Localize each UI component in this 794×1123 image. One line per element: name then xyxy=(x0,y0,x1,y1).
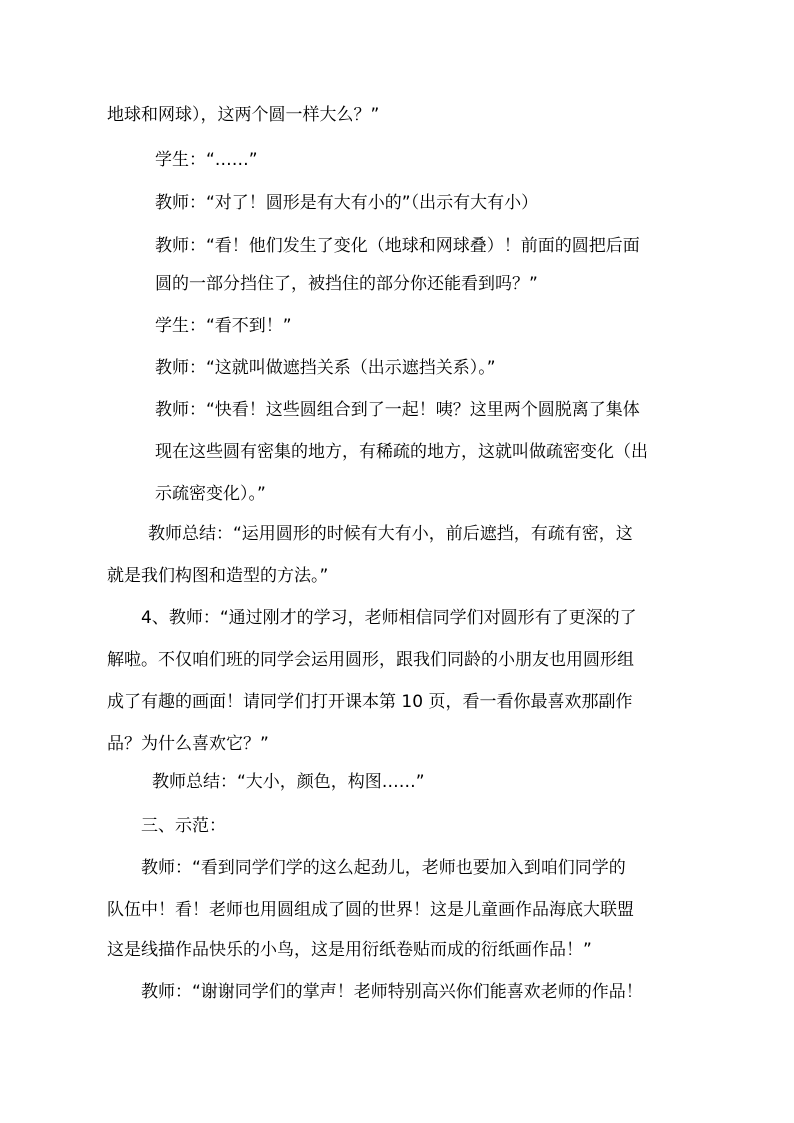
text-line-16: 品？为什么喜欢它？” xyxy=(107,734,269,754)
text-line-15: 成了有趣的画面！请同学们打开课本第 10 页，看一看你最喜欢那副作 xyxy=(107,692,633,712)
text-line-22: 教师：“谢谢同学们的掌声！老师特别高兴你们能喜欢老师的作品！ xyxy=(141,982,643,1002)
text-line-11: 教师总结：“运用圆形的时候有大有小，前后遮挡，有疏有密，这 xyxy=(148,524,633,544)
text-line-12: 就是我们构图和造型的方法。” xyxy=(107,566,329,586)
text-line-18: 三、示范： xyxy=(141,816,226,836)
text-line-3: 教师：“对了！圆形是有大有小的”（出示有大有小） xyxy=(155,193,539,213)
text-line-8: 教师：“快看！这些圆组合到了一起！咦？这里两个圆脱离了集体 xyxy=(155,400,640,420)
text-line-5: 圆的一部分挡住了，被挡住的部分你还能看到吗？” xyxy=(155,274,538,294)
text-line-21: 这是线描作品快乐的小鸟，这是用衍纸卷贴而成的衍纸画作品！” xyxy=(107,940,592,960)
text-line-13: 4、教师：“通过刚才的学习，老师相信同学们对圆形有了更深的了 xyxy=(141,608,637,628)
text-line-4: 教师：“看！他们发生了变化（地球和网球叠）！前面的圆把后面 xyxy=(155,236,640,256)
text-line-19: 教师：“看到同学们学的这么起劲儿，老师也要加入到咱们同学的 xyxy=(141,858,626,878)
text-line-20: 队伍中！看！老师也用圆组成了圆的世界！这是儿童画作品海底大联盟 xyxy=(107,900,634,920)
text-line-9: 现在这些圆有密集的地方，有稀疏的地方，这就叫做疏密变化（出 xyxy=(155,442,648,462)
text-line-7: 教师：“这就叫做遮挡关系（出示遮挡关系）。” xyxy=(155,358,496,378)
text-line-17: 教师总结：“大小，颜色，构图……” xyxy=(152,772,425,792)
text-line-6: 学生：“看不到！” xyxy=(155,316,292,336)
text-line-14: 解啦。不仅咱们班的同学会运用圆形，跟我们同龄的小朋友也用圆形组 xyxy=(107,650,634,670)
text-line-1: 地球和网球），这两个圆一样大么？” xyxy=(107,105,380,125)
text-line-10: 示疏密变化）。” xyxy=(155,484,266,504)
text-line-2: 学生：“……” xyxy=(155,150,258,170)
